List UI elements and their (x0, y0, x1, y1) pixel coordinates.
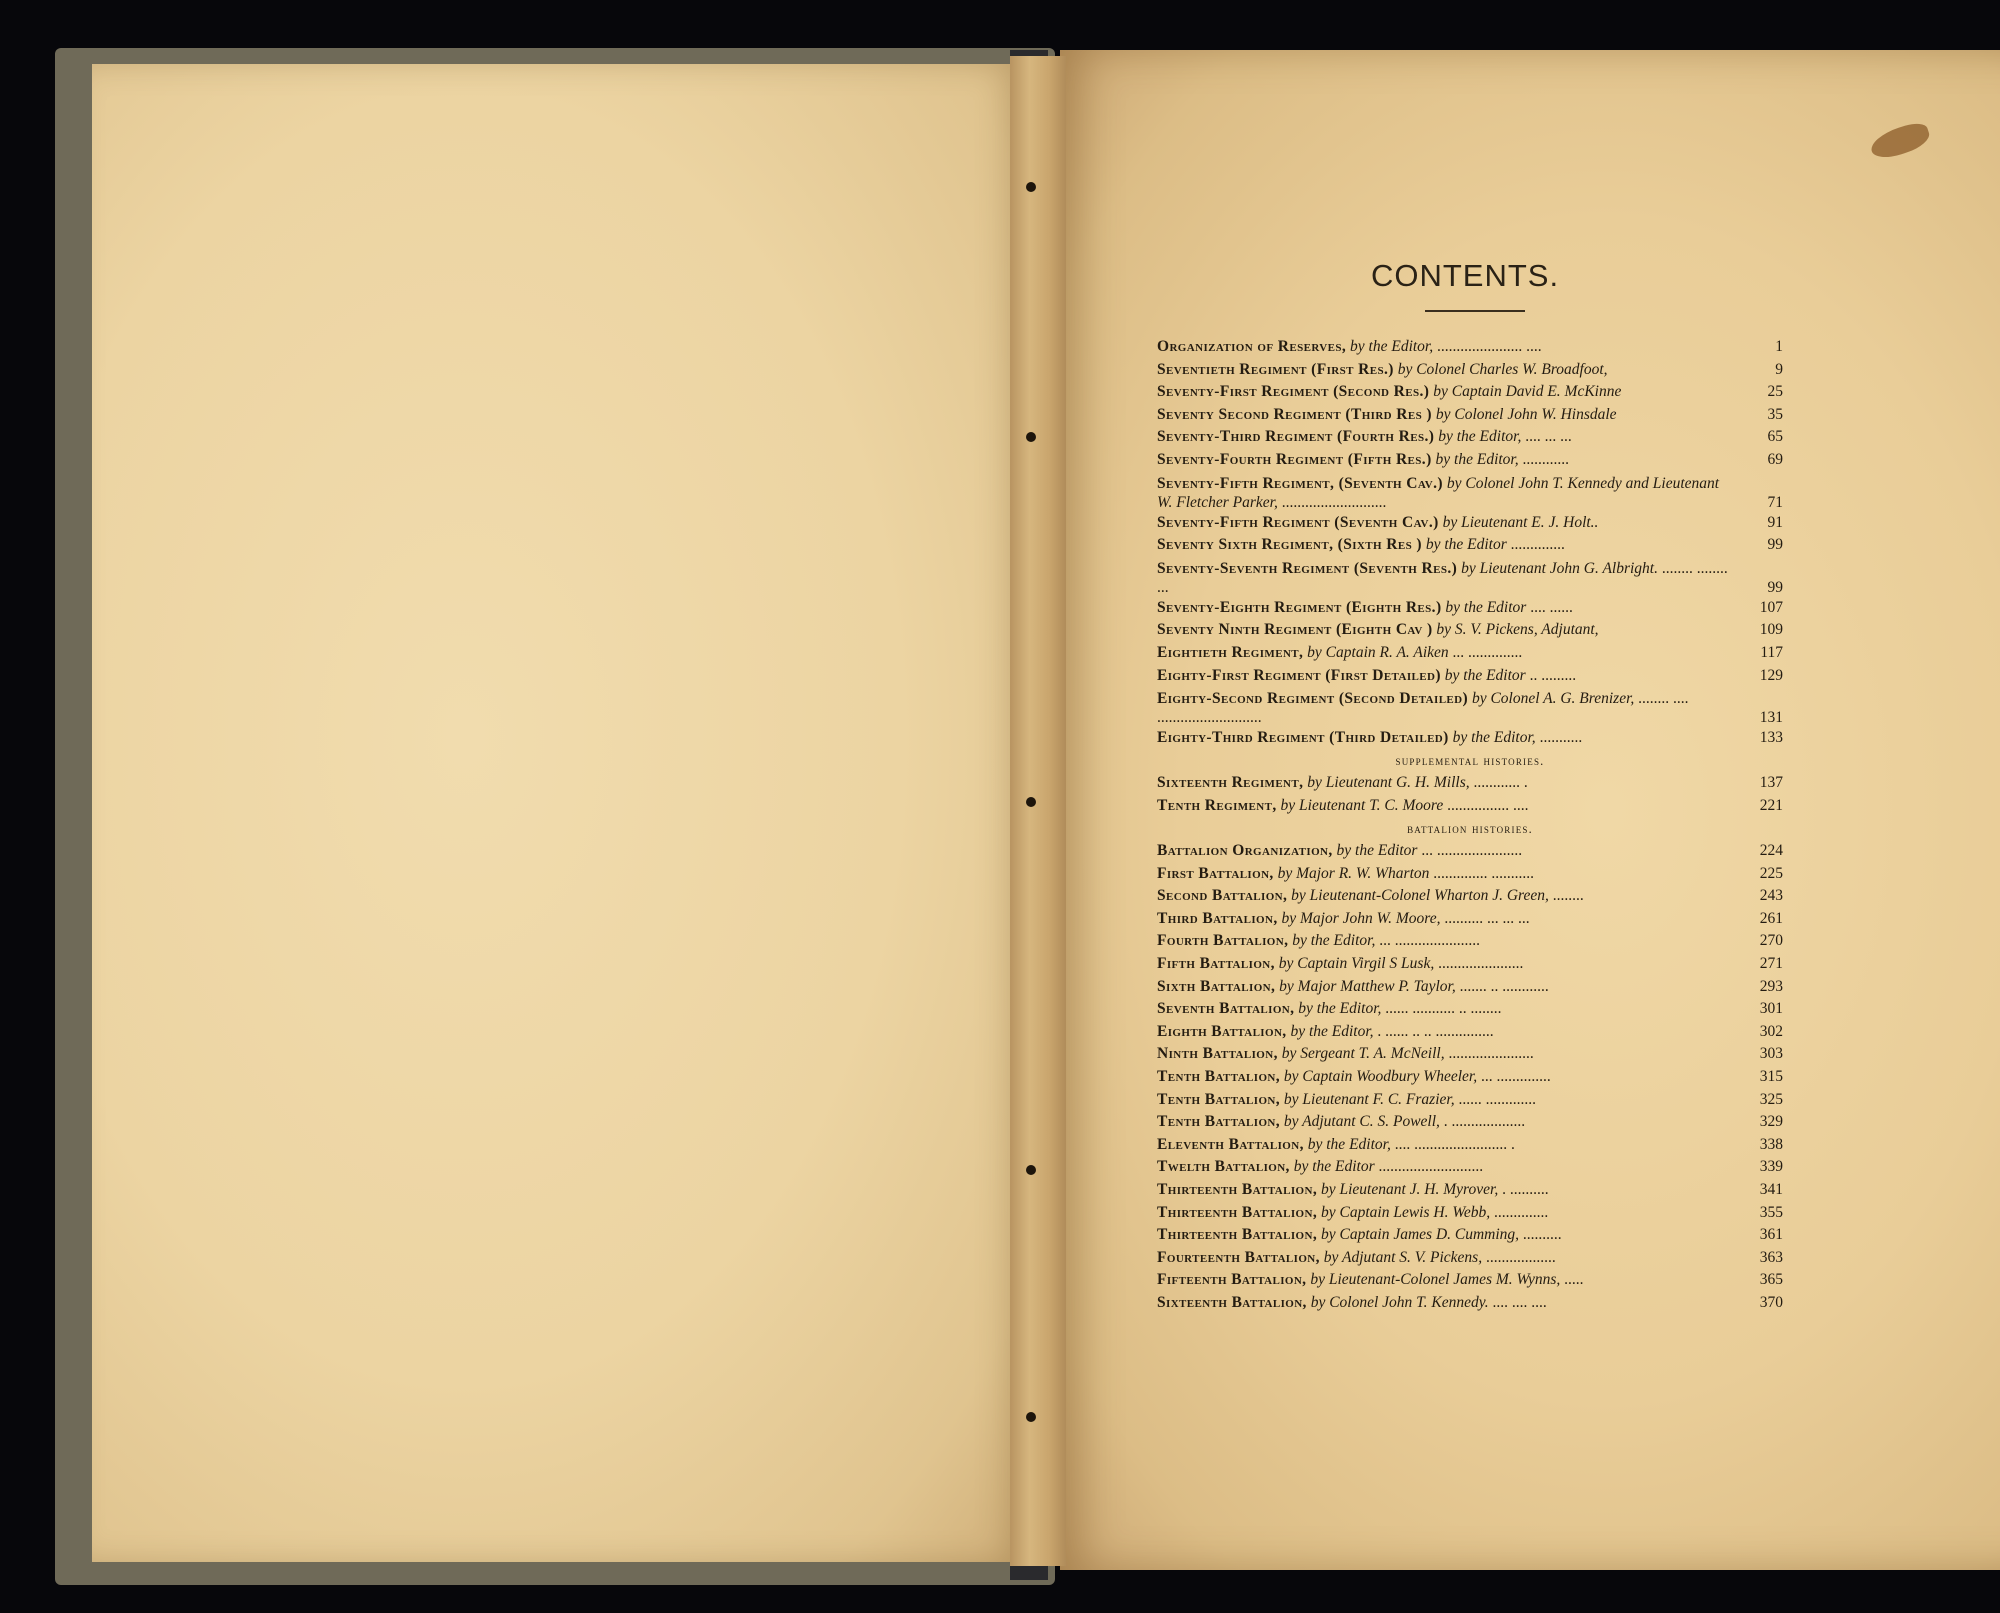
toc-entry-author: by Colonel John T. Kennedy. (1310, 1293, 1489, 1311)
toc-page-number: 341 (1759, 1181, 1783, 1198)
toc-entry (1157, 359, 1783, 382)
toc-entry-text (1157, 642, 1733, 665)
toc-leader-dots: ........................... (1281, 493, 1387, 511)
toc-page-number: 137 (1759, 774, 1783, 792)
toc-leader-dots: ...... ............. (1458, 1090, 1536, 1108)
toc-page-number: 225 (1759, 864, 1783, 882)
toc-entry-text (1157, 1111, 1733, 1134)
toc-entry-title: Eighty-Third Regiment (Third Detailed) (1157, 729, 1449, 747)
toc-entry-text (1157, 1089, 1733, 1112)
toc-entry-title: Sixteenth Battalion, (1157, 1293, 1307, 1311)
toc-leader-dots: ...................... (1448, 1045, 1534, 1063)
toc-entry (1157, 1043, 1783, 1066)
toc-leader-dots: ....... .. ............ (1459, 977, 1549, 995)
stitch-hole (1026, 1165, 1036, 1175)
toc-entry-author: by the Editor, (1307, 1135, 1391, 1153)
toc-entry (1157, 1247, 1783, 1270)
toc-entry-text (1157, 953, 1733, 976)
toc-entry (1157, 426, 1783, 449)
toc-leader-dots: .............. (1510, 536, 1565, 554)
toc-entry (1157, 885, 1783, 908)
toc-leader-dots: ........... (1539, 729, 1583, 747)
toc-leader-dots: .... ...... (1530, 598, 1573, 616)
toc-entry-author: by the Editor (1425, 536, 1507, 554)
toc-leader-dots: ... ...................... (1379, 932, 1480, 950)
toc-entry-text (1157, 1179, 1733, 1202)
stitch-hole (1026, 797, 1036, 807)
table-of-contents (1157, 336, 1783, 1315)
toc-entry-title: Third Battalion, (1157, 909, 1278, 927)
toc-page-number: 117 (1760, 643, 1783, 661)
toc-page-number: 1 (1775, 338, 1783, 355)
left-blank-page (92, 64, 1024, 1562)
toc-page-number: 339 (1759, 1158, 1783, 1176)
toc-entry-title: Second Battalion, (1157, 887, 1288, 905)
toc-entry-text (1157, 336, 1733, 359)
toc-page-number: 9 (1775, 360, 1783, 378)
toc-entry-author: by Lieutenant-Colonel James M. Wynns, (1310, 1271, 1561, 1289)
toc-entry-text (1157, 1156, 1733, 1179)
toc-entry (1157, 534, 1783, 557)
toc-page-number: 293 (1759, 977, 1783, 995)
toc-entry-text (1157, 359, 1733, 382)
toc-page-number: 65 (1767, 428, 1783, 446)
toc-entry-title: Fifth Battalion, (1157, 955, 1275, 973)
toc-entry-author: by Captain Virgil S Lusk, (1278, 955, 1435, 973)
toc-entry-text (1157, 976, 1733, 999)
toc-entry-author: by Captain David E. McKinne (1433, 383, 1622, 401)
toc-entry-title: Thirteenth Battalion, (1157, 1203, 1318, 1221)
toc-entry (1157, 1269, 1783, 1292)
toc-entry-author: by Captain R. A. Aiken (1307, 643, 1449, 661)
toc-entry-text (1157, 795, 1733, 818)
toc-entry (1157, 557, 1783, 597)
toc-entry-author: by Major John W. Moore, (1281, 909, 1441, 927)
toc-entry (1157, 953, 1783, 976)
toc-entry-title: Tenth Regiment, (1157, 796, 1277, 814)
toc-entry-title: Twelth Battalion, (1157, 1158, 1290, 1176)
toc-entry (1157, 381, 1783, 404)
toc-entry-title: Sixth Battalion, (1157, 977, 1276, 995)
toc-entry-title: Seventy-Fifth Regiment, (Seventh Cav.) (1157, 474, 1443, 492)
toc-entry-title: Tenth Battalion, (1157, 1068, 1281, 1086)
toc-entry (1157, 840, 1783, 863)
toc-leader-dots: .......... (1522, 1226, 1562, 1244)
toc-entry-title: Seventy-First Regiment (Second Res.) (1157, 383, 1430, 401)
toc-entry (1157, 472, 1783, 512)
toc-entry-title: Organization of Reserves, (1157, 338, 1347, 355)
toc-entry-author: by Captain Lewis H. Webb, (1321, 1203, 1491, 1221)
toc-page-number: 69 (1767, 450, 1783, 468)
toc-entry (1157, 336, 1783, 359)
stitch-hole (1026, 182, 1036, 192)
toc-entry-text (1157, 1224, 1733, 1247)
toc-entry (1157, 863, 1783, 886)
toc-entry (1157, 687, 1783, 727)
toc-entry-text (1157, 665, 1733, 688)
toc-entry-author: by Colonel Charles W. Broadfoot, (1397, 360, 1608, 378)
toc-entry-title: Fourth Battalion, (1157, 932, 1289, 950)
toc-entry-text (1157, 534, 1733, 557)
toc-page-number: 303 (1759, 1045, 1783, 1063)
toc-entry (1157, 1156, 1783, 1179)
toc-entry-text (1157, 998, 1733, 1021)
toc-entry-author: by the Editor (1444, 666, 1526, 684)
toc-entry-author: by the Editor (1445, 598, 1527, 616)
toc-entry-text (1157, 1202, 1733, 1225)
toc-entry-author: by Major R. W. Wharton (1277, 864, 1430, 882)
toc-entry-author: by Sergeant T. A. McNeill, (1281, 1045, 1445, 1063)
toc-page-number: 91 (1767, 513, 1783, 531)
toc-entry (1157, 930, 1783, 953)
toc-entry-text (1157, 689, 1733, 727)
toc-page-number: 107 (1759, 598, 1783, 616)
toc-entry-title: Fifteenth Battalion, (1157, 1271, 1307, 1289)
toc-entry-title: Tenth Battalion, (1157, 1113, 1281, 1131)
toc-entry (1157, 619, 1783, 642)
toc-entry-text (1157, 840, 1733, 863)
toc-entry-text (1157, 1066, 1733, 1089)
toc-entry (1157, 642, 1783, 665)
toc-entry (1157, 976, 1783, 999)
toc-page-number: 302 (1759, 1022, 1783, 1040)
toc-entry-text (1157, 597, 1733, 620)
toc-page-number: 301 (1759, 1000, 1783, 1018)
toc-entry-author: by the Editor, (1290, 1022, 1374, 1040)
toc-leader-dots: ............ . (1473, 774, 1528, 792)
toc-entry-text (1157, 404, 1733, 427)
toc-leader-dots: .... ... ... (1525, 428, 1572, 446)
toc-section-heading: battalion histories. (1407, 821, 1533, 836)
toc-entry-text (1157, 1134, 1733, 1157)
toc-entry (1157, 1021, 1783, 1044)
toc-leader-dots: . ................... (1443, 1113, 1526, 1131)
toc-entry (1157, 1224, 1783, 1247)
toc-entry-text (1157, 885, 1733, 908)
toc-entry-text (1157, 772, 1733, 795)
toc-entry-text (1157, 727, 1733, 750)
toc-entry-text (1157, 1043, 1733, 1066)
toc-entry-text (1157, 381, 1733, 404)
toc-entry-title: Fourteenth Battalion, (1157, 1248, 1320, 1266)
toc-leader-dots: ... ...................... (1421, 842, 1523, 860)
toc-section-heading: supplemental histories. (1395, 753, 1545, 768)
toc-leader-dots: ........ (1552, 887, 1584, 905)
toc-leader-dots: .. ......... (1529, 666, 1577, 684)
toc-entry-text (1157, 1292, 1733, 1315)
stitch-hole (1026, 432, 1036, 442)
toc-entry-text (1157, 1247, 1733, 1270)
toc-entry-author: by Captain James D. Cumming, (1321, 1226, 1520, 1244)
toc-entry-author: by the Editor, (1350, 338, 1434, 355)
toc-entry-text (1157, 559, 1733, 597)
toc-leader-dots: .................. (1485, 1248, 1556, 1266)
toc-page-number: 99 (1767, 578, 1783, 596)
toc-entry (1157, 665, 1783, 688)
toc-entry-text (1157, 474, 1733, 512)
toc-leader-dots: . ...... .. .. ............... (1377, 1022, 1494, 1040)
toc-leader-dots: ........ .... ........................... (1157, 690, 1689, 727)
toc-page-number: 261 (1759, 909, 1783, 927)
toc-entry-author: by Adjutant S. V. Pickens, (1323, 1248, 1483, 1266)
toc-leader-dots: ...... ........... .. ........ (1385, 1000, 1502, 1018)
toc-entry-author: by the Editor, (1438, 428, 1522, 446)
toc-leader-dots: .............. ........... (1433, 864, 1535, 882)
toc-entry-author: by Lieutenant G. H. Mills, (1307, 774, 1470, 792)
toc-entry (1157, 1066, 1783, 1089)
toc-entry-text (1157, 1269, 1733, 1292)
toc-entry-text (1157, 512, 1733, 535)
toc-page-number: 370 (1759, 1293, 1783, 1311)
toc-page-number: 325 (1759, 1090, 1783, 1108)
toc-page-number: 363 (1759, 1248, 1783, 1266)
toc-entry-title: Eleventh Battalion, (1157, 1135, 1304, 1153)
toc-entry-title: Tenth Battalion, (1157, 1090, 1281, 1108)
toc-entry-author: by Adjutant C. S. Powell, (1283, 1113, 1440, 1131)
toc-entry-author: by S. V. Pickens, Adjutant, (1436, 621, 1599, 639)
toc-entry (1157, 795, 1783, 818)
toc-entry-author: by Lieutenant F. C. Frazier, (1283, 1090, 1455, 1108)
toc-entry (1157, 404, 1783, 427)
toc-page-number: 109 (1759, 621, 1783, 639)
toc-entry-text (1157, 619, 1733, 642)
toc-entry (1157, 1179, 1783, 1202)
toc-entry-author: by the Editor (1336, 842, 1418, 860)
toc-entry-text (1157, 908, 1733, 931)
toc-entry-title: Thirteenth Battalion, (1157, 1226, 1318, 1244)
toc-leader-dots: .... .... .... (1492, 1293, 1547, 1311)
toc-entry-author: by Captain Woodbury Wheeler, (1283, 1068, 1478, 1086)
toc-entry-title: Seventy Ninth Regiment (Eighth Cav ) (1157, 621, 1433, 639)
toc-page-number: 221 (1759, 796, 1783, 814)
toc-entry (1157, 597, 1783, 620)
toc-leader-dots: . .......... (1502, 1181, 1549, 1198)
toc-entry-title: Seventy-Eighth Regiment (Eighth Res.) (1157, 598, 1442, 616)
toc-leader-dots: .............. (1493, 1203, 1549, 1221)
toc-leader-dots: ........ ........ ... (1157, 559, 1728, 596)
toc-entry (1157, 772, 1783, 795)
toc-entry-title: Thirteenth Battalion, (1157, 1181, 1318, 1198)
toc-entry (1157, 1111, 1783, 1134)
toc-entry-author: by Lieutenant John G. Albright. (1461, 559, 1658, 577)
toc-page-number: 99 (1767, 536, 1783, 554)
toc-entry-title: Eightieth Regiment, (1157, 643, 1304, 661)
toc-entry-title: Eighty-Second Regiment (Second Detailed) (1157, 690, 1469, 708)
toc-page-number: 338 (1759, 1135, 1783, 1153)
toc-entry (1157, 727, 1783, 750)
toc-entry (1157, 908, 1783, 931)
toc-page-number: 35 (1767, 405, 1783, 423)
toc-entry-text (1157, 449, 1733, 472)
toc-entry (1157, 512, 1783, 535)
toc-leader-dots: ........................... (1378, 1158, 1484, 1176)
toc-entry (1157, 1292, 1783, 1315)
toc-entry-text (1157, 863, 1733, 886)
toc-leader-dots: ............ (1522, 450, 1569, 468)
toc-page-number: 131 (1759, 709, 1783, 727)
toc-entry (1157, 1089, 1783, 1112)
toc-leader-dots: ...................... .... (1437, 338, 1542, 355)
toc-page-number: 365 (1759, 1271, 1783, 1289)
toc-entry-author: by Lieutenant T. C. Moore (1280, 796, 1444, 814)
toc-entry (1157, 998, 1783, 1021)
toc-page-number: 355 (1759, 1203, 1783, 1221)
toc-leader-dots: ... .............. (1452, 643, 1523, 661)
toc-entry-title: Seventieth Regiment (First Res.) (1157, 360, 1394, 378)
toc-entry (1157, 449, 1783, 472)
contents-heading: CONTENTS. (1370, 258, 1560, 293)
toc-page-number: 315 (1759, 1068, 1783, 1086)
toc-entry-author: by Colonel A. G. Brenizer, (1471, 690, 1635, 708)
toc-entry-title: Battalion Organization, (1157, 842, 1333, 860)
toc-entry-title: Ninth Battalion, (1157, 1045, 1278, 1063)
toc-entry-title: Seventy-Third Regiment (Fourth Res.) (1157, 428, 1435, 446)
toc-entry-author: by Lieutenant E. J. Holt.. (1442, 513, 1599, 531)
toc-page-number: 25 (1767, 383, 1783, 401)
toc-page-number: 71 (1767, 493, 1783, 511)
toc-leader-dots: ... .............. (1480, 1068, 1551, 1086)
toc-entry-author: by the Editor, (1292, 932, 1376, 950)
toc-leader-dots: .......... ... ... ... (1444, 909, 1530, 927)
toc-entry-author: by the Editor (1293, 1158, 1375, 1176)
toc-entry-text (1157, 426, 1733, 449)
toc-entry-author: by the Editor, (1435, 450, 1519, 468)
binding-gutter (1010, 56, 1066, 1566)
toc-leader-dots: ...................... (1438, 955, 1524, 973)
toc-entry-author: by Major Matthew P. Taylor, (1279, 977, 1456, 995)
toc-leader-dots: .... ........................ . (1394, 1135, 1515, 1153)
toc-entry-text (1157, 930, 1733, 953)
toc-entry-title: Seventy Second Regiment (Third Res ) (1157, 405, 1432, 423)
toc-entry-title: Seventy-Seventh Regiment (Seventh Res.) (1157, 559, 1458, 577)
toc-entry-title: Seventy-Fourth Regiment (Fifth Res.) (1157, 450, 1432, 468)
toc-entry-author: by Lieutenant-Colonel Wharton J. Green, (1291, 887, 1549, 905)
toc-entry-title: Seventy-Fifth Regiment (Seventh Cav.) (1157, 513, 1439, 531)
toc-entry-title: Eighth Battalion, (1157, 1022, 1287, 1040)
toc-page-number: 270 (1759, 932, 1783, 950)
toc-entry (1157, 1202, 1783, 1225)
toc-entry-title: Seventy Sixth Regiment, (Sixth Res ) (1157, 536, 1422, 554)
toc-entry-title: Sixteenth Regiment, (1157, 774, 1304, 792)
toc-entry-author: by the Editor, (1298, 1000, 1382, 1018)
toc-page-number: 271 (1759, 955, 1783, 973)
toc-entry-title: Seventh Battalion, (1157, 1000, 1295, 1018)
toc-page-number: 133 (1759, 729, 1783, 747)
toc-entry-author: by the Editor, (1452, 729, 1536, 747)
toc-leader-dots: ..... (1564, 1271, 1584, 1289)
toc-entry-author: by Colonel John T. Kennedy and Lieutenant W. Fletcher Parker, (1157, 474, 1720, 511)
toc-entry-title: First Battalion, (1157, 864, 1274, 882)
toc-entry-text (1157, 1021, 1733, 1044)
toc-page-number: 361 (1759, 1226, 1783, 1244)
toc-leader-dots: ................ .... (1447, 796, 1529, 814)
toc-page-number: 329 (1759, 1113, 1783, 1131)
toc-entry-title: Eighty-First Regiment (First Detailed) (1157, 666, 1441, 684)
toc-page-number: 224 (1759, 842, 1783, 860)
toc-entry-author: by Colonel John W. Hinsdale (1435, 405, 1617, 423)
toc-entry-author: by Lieutenant J. H. Myrover, (1321, 1181, 1499, 1198)
toc-page-number: 243 (1759, 887, 1783, 905)
toc-page-number: 129 (1759, 666, 1783, 684)
toc-entry (1157, 1134, 1783, 1157)
heading-rule (1425, 310, 1525, 312)
stitch-hole (1026, 1412, 1036, 1422)
